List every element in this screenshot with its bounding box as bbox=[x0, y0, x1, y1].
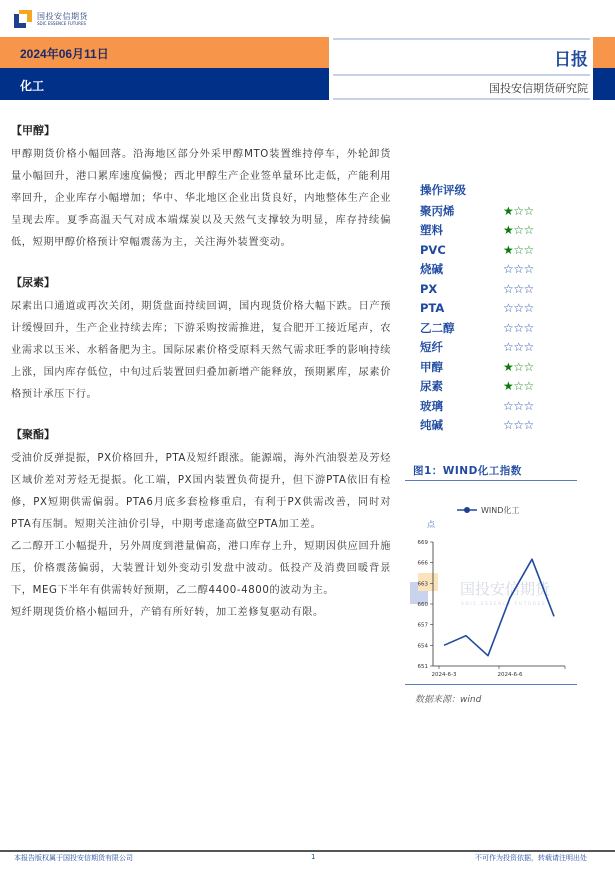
star-filled-icon: ★ bbox=[503, 379, 514, 394]
star-filled-icon: ★ bbox=[503, 242, 514, 257]
star-rating bbox=[503, 360, 534, 374]
rating-row bbox=[420, 201, 590, 221]
rating-product-name: PTA bbox=[420, 301, 445, 316]
star-outline-icon: ☆ bbox=[523, 340, 534, 355]
logo-text-en: SDIC ESSENCE FUTURES bbox=[37, 20, 87, 26]
footer-disclaimer: 不可作为投资依据，转载请注明出处 bbox=[475, 854, 587, 862]
star-outline-icon: ☆ bbox=[513, 340, 524, 355]
star-outline-icon: ☆ bbox=[523, 320, 534, 335]
star-outline-icon: ☆ bbox=[503, 301, 514, 316]
section-paragraph: 受油价反弹提振，PX价格回升，PTA及短纤跟涨。能源端，海外汽油裂差及芳烃区域价差对芳烃无提振。化工端，PX国内装置负荷提升，但下游PTA依旧有检修，PX短期供需偏弱。PTA6月底多套检修重启，有利于PX供需改善，同时对PTA有压制。短期关注油价引导，中期考虑逢高做空PTA加工差。 bbox=[11, 453, 391, 530]
star-outline-icon: ☆ bbox=[513, 203, 524, 218]
divider bbox=[405, 684, 577, 685]
logo-mark-icon bbox=[14, 10, 32, 28]
header-navy-band bbox=[0, 68, 329, 100]
y-tick-label: 663 bbox=[417, 581, 428, 588]
star-outline-icon: ☆ bbox=[513, 418, 524, 433]
rating-row bbox=[420, 357, 590, 377]
rating-row bbox=[420, 396, 590, 416]
star-outline-icon: ☆ bbox=[523, 262, 534, 277]
section-paragraph: 乙二醇开工小幅提升，另外周度到港量偏高，港口库存上升，短期因供应回升施压，价格震荡偏弱，大装置计划外变动引发盘中波动。低投产及消费回暖背景下，MEG下半年有供需转好预期，乙二醇4400-4800的波动为主。 bbox=[11, 541, 391, 596]
star-rating bbox=[503, 301, 534, 315]
rating-product-name: 烧碱 bbox=[420, 262, 443, 277]
report-date: 2024年06月11日 bbox=[20, 47, 109, 61]
section-title: 【尿素】 bbox=[11, 276, 55, 289]
divider bbox=[405, 480, 577, 481]
star-outline-icon: ☆ bbox=[503, 281, 514, 296]
x-tick-label: 2024-6-6 bbox=[497, 672, 523, 678]
star-outline-icon: ☆ bbox=[503, 262, 514, 277]
rating-row bbox=[420, 260, 590, 280]
footer-copyright: 本报告版权属于国投安信期货有限公司 bbox=[14, 854, 133, 862]
star-outline-icon: ☆ bbox=[523, 418, 534, 433]
star-rating bbox=[503, 223, 534, 237]
star-rating bbox=[503, 243, 534, 257]
rating-row bbox=[420, 416, 590, 436]
series-line-wind-chem bbox=[444, 559, 554, 656]
section-title: 【聚酯】 bbox=[11, 428, 55, 441]
rating-panel bbox=[420, 179, 590, 435]
star-outline-icon: ☆ bbox=[513, 398, 524, 413]
watermark bbox=[410, 573, 551, 607]
divider bbox=[333, 38, 590, 40]
figure-title: 图1：WIND化工指数 bbox=[413, 465, 522, 477]
section-urea bbox=[11, 274, 391, 406]
report-type: 日报 bbox=[554, 50, 588, 70]
company-logo bbox=[14, 8, 88, 30]
section-paragraph: 甲醇期货价格小幅回落。沿海地区部分外采甲醇MTO装置维持停车，外轮卸货量小幅回升，港口累库速度偏慢；西北甲醇生产企业签单量环比走低，产能利用率回升，企业库存小幅增加；华中、华北地区企业出货良好，内地整体生产企业呈现去库。夏季高温天气对成本端煤炭以及天然气支撑较为明显，库存持续偏低，短期甲醇价格预计窄幅震荡为主，关注海外装置变动。 bbox=[11, 149, 391, 248]
x-tick-label: 2024-6-3 bbox=[431, 672, 457, 678]
rating-product-name: PX bbox=[420, 281, 438, 296]
star-outline-icon: ☆ bbox=[523, 242, 534, 257]
rating-product-name: 甲醇 bbox=[420, 359, 443, 374]
header-navy-band-right bbox=[593, 68, 615, 100]
star-outline-icon: ☆ bbox=[513, 262, 524, 277]
rating-panel-title: 操作评级 bbox=[420, 183, 466, 197]
rating-row bbox=[420, 377, 590, 397]
rating-product-name: PVC bbox=[420, 242, 446, 257]
star-outline-icon: ☆ bbox=[513, 379, 524, 394]
y-axis-unit: 点 bbox=[427, 520, 435, 529]
star-rating bbox=[503, 262, 534, 276]
rating-product-name: 乙二醇 bbox=[420, 320, 455, 335]
divider bbox=[333, 98, 590, 100]
report-sector: 化工 bbox=[20, 79, 45, 93]
star-outline-icon: ☆ bbox=[513, 242, 524, 257]
star-outline-icon: ☆ bbox=[513, 320, 524, 335]
rating-row bbox=[420, 221, 590, 241]
star-outline-icon: ☆ bbox=[523, 281, 534, 296]
divider bbox=[333, 74, 590, 76]
star-rating bbox=[503, 204, 534, 218]
rating-product-name: 聚丙烯 bbox=[420, 203, 455, 218]
star-outline-icon: ☆ bbox=[523, 379, 534, 394]
star-outline-icon: ☆ bbox=[513, 359, 524, 374]
rating-product-name: 塑料 bbox=[420, 223, 443, 238]
rating-product-name: 短纤 bbox=[420, 340, 443, 355]
header-orange-band-right bbox=[593, 37, 615, 68]
legend-marker-icon bbox=[464, 507, 470, 513]
footer-divider bbox=[0, 850, 615, 852]
logo-text-cn: 国投安信期货 bbox=[37, 11, 88, 21]
star-outline-icon: ☆ bbox=[503, 340, 514, 355]
y-tick-label: 660 bbox=[417, 602, 428, 608]
section-title: 【甲醇】 bbox=[11, 124, 55, 137]
star-rating bbox=[503, 282, 534, 296]
star-rating bbox=[503, 321, 534, 335]
star-outline-icon: ☆ bbox=[503, 320, 514, 335]
star-outline-icon: ☆ bbox=[523, 359, 534, 374]
legend-label: WIND化工 bbox=[481, 506, 520, 515]
rating-row bbox=[420, 299, 590, 319]
rating-row bbox=[420, 279, 590, 299]
institute-name: 国投安信期货研究院 bbox=[489, 82, 588, 95]
y-tick-label: 666 bbox=[417, 560, 428, 567]
main-content bbox=[11, 122, 391, 624]
section-polyester bbox=[11, 426, 391, 624]
star-outline-icon: ☆ bbox=[523, 301, 534, 316]
y-tick-label: 654 bbox=[417, 643, 428, 650]
rating-product-name: 尿素 bbox=[420, 379, 443, 394]
star-outline-icon: ☆ bbox=[523, 223, 534, 238]
svg-text:SDIC ESSENCE FUTURES: SDIC ESSENCE FUTURES bbox=[461, 602, 547, 607]
star-outline-icon: ☆ bbox=[513, 281, 524, 296]
star-outline-icon: ☆ bbox=[503, 398, 514, 413]
section-methanol bbox=[11, 122, 391, 254]
star-outline-icon: ☆ bbox=[523, 398, 534, 413]
wind-chem-index-chart bbox=[405, 495, 595, 685]
y-tick-label: 657 bbox=[417, 622, 428, 629]
section-paragraph: 短纤期现货价格小幅回升，产销有所好转，加工差修复驱动有限。 bbox=[11, 607, 324, 618]
rating-row bbox=[420, 338, 590, 358]
star-rating bbox=[503, 379, 534, 393]
data-source: 数据来源：wind bbox=[415, 695, 482, 705]
star-outline-icon: ☆ bbox=[513, 301, 524, 316]
star-outline-icon: ☆ bbox=[503, 418, 514, 433]
star-outline-icon: ☆ bbox=[513, 223, 524, 238]
rating-product-name: 纯碱 bbox=[420, 418, 443, 433]
page-number: 1 bbox=[311, 853, 316, 861]
star-filled-icon: ★ bbox=[503, 359, 514, 374]
star-rating bbox=[503, 340, 534, 354]
section-paragraph: 尿素出口通道或再次关闭，期货盘面持续回调，国内现货价格大幅下跌。日产预计缓慢回升，生产企业持续去库；下游采购按需推进，复合肥开工接近尾声，农业需求以玉米、水稻备肥为主。国际尿素价格受原料天然气需求旺季的影响持续上涨，国内库存低位，中旬过后装置回归叠加新增产能释放，预期累库，尿素价格预计承压下行。 bbox=[11, 301, 391, 400]
svg-text:国投安信期货: 国投安信期货 bbox=[460, 580, 551, 598]
star-rating bbox=[503, 418, 534, 432]
rating-row bbox=[420, 318, 590, 338]
rating-product-name: 玻璃 bbox=[420, 398, 443, 413]
star-outline-icon: ☆ bbox=[523, 203, 534, 218]
star-filled-icon: ★ bbox=[503, 203, 514, 218]
star-rating bbox=[503, 399, 534, 413]
star-filled-icon: ★ bbox=[503, 223, 514, 238]
rating-row bbox=[420, 240, 590, 260]
y-tick-label: 669 bbox=[417, 540, 428, 546]
y-tick-label: 651 bbox=[417, 664, 428, 670]
